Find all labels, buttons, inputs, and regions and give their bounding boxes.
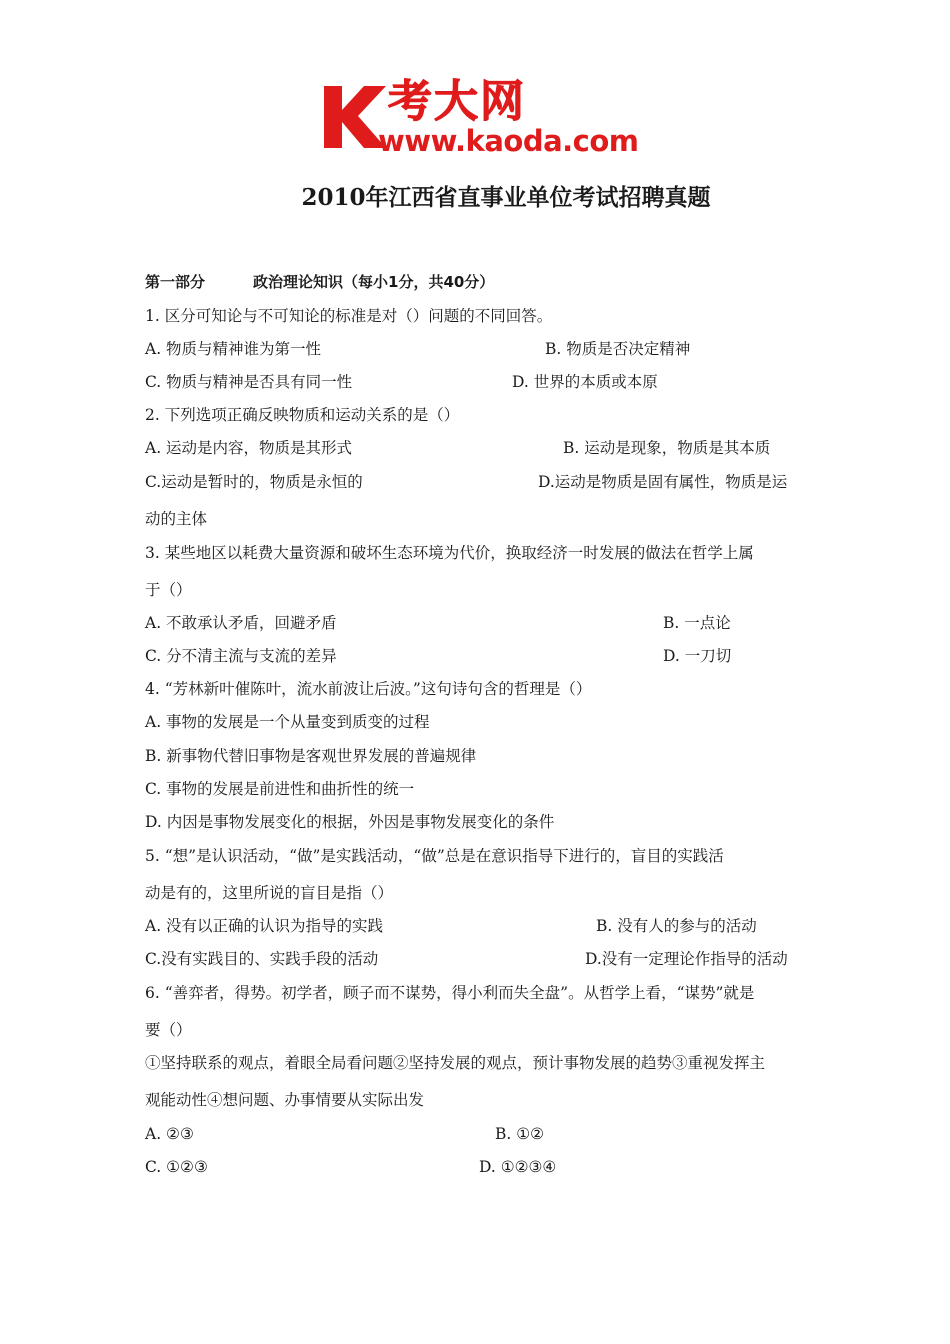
question-5-option-d: D.没有一定理论作指导的活动 xyxy=(585,950,788,968)
question-3-stem: 3. 某些地区以耗费大量资源和破坏生态环境为代价，换取经济一时发展的做法在哲学上属 xyxy=(145,544,754,562)
question-6-option-c: C. ①②③ xyxy=(145,1158,208,1176)
question-1-option-c: C. 物质与精神是否具有同一性 xyxy=(145,373,353,391)
question-6-option-b: B. ①② xyxy=(495,1125,545,1143)
question-5-option-b: B. 没有人的参与的活动 xyxy=(596,917,757,935)
section-part: 第一部分 xyxy=(145,273,206,291)
logo-chinese-text: 考大网 xyxy=(388,76,526,127)
document-title: 2010年江西省直事业单位考试招聘真题 xyxy=(301,184,711,211)
question-4-option-c: C. 事物的发展是前进性和曲折性的统一 xyxy=(145,780,415,798)
question-2-option-c: C.运动是暂时的，物质是永恒的 xyxy=(145,473,363,491)
question-5-option-a: A. 没有以正确的认识为指导的实践 xyxy=(145,917,384,935)
logo-url-text: www.kaoda.com xyxy=(378,124,639,158)
question-5-stem-cont: 动是有的，这里所说的盲目是指（） xyxy=(145,884,394,902)
question-2-stem: 2. 下列选项正确反映物质和运动关系的是（） xyxy=(145,406,460,424)
question-3-option-b: B. 一点论 xyxy=(663,614,731,632)
question-2-option-a: A. 运动是内容，物质是其形式 xyxy=(145,439,353,457)
question-4-option-a: A. 事物的发展是一个从量变到质变的过程 xyxy=(145,713,430,731)
question-3-option-a: A. 不敢承认矛盾，回避矛盾 xyxy=(145,614,337,632)
question-4-option-d: D. 内因是事物发展变化的根据，外因是事物发展变化的条件 xyxy=(145,813,555,831)
question-1-option-d: D. 世界的本质或本原 xyxy=(512,373,658,391)
question-6-statements-cont: 观能动性④想问题、办事情要从实际出发 xyxy=(145,1091,425,1109)
question-2-option-d: D.运动是物质是固有属性，物质是运 xyxy=(538,473,788,491)
question-5-stem: 5. “想”是认识活动，“做”是实践活动，“做”总是在意识指导下进行的，盲目的实践活 xyxy=(145,847,724,865)
question-6-option-d: D. ①②③④ xyxy=(479,1158,557,1176)
question-4-stem: 4. “芳林新叶催陈叶，流水前波让后波。”这句诗句含的哲理是（） xyxy=(145,680,592,698)
question-3-option-c: C. 分不清主流与支流的差异 xyxy=(145,647,337,665)
question-3-option-d: D. 一刀切 xyxy=(663,647,732,665)
question-4-option-b: B. 新事物代替旧事物是客观世界发展的普遍规律 xyxy=(145,747,477,765)
question-1-option-a: A. 物质与精神谁为第一性 xyxy=(145,340,322,358)
question-1-option-b: B. 物质是否决定精神 xyxy=(545,340,691,358)
section-name: 政治理论知识（每小1分，共40分） xyxy=(253,273,495,291)
question-5-option-c: C.没有实践目的、实践手段的活动 xyxy=(145,950,379,968)
question-6-stem: 6. “善弈者，得势。初学者，顾子而不谋势，得小利而失全盘”。从哲学上看，“谋势”就是 xyxy=(145,984,755,1002)
question-2-option-d-cont: 动的主体 xyxy=(145,510,208,528)
question-6-option-a: A. ②③ xyxy=(145,1125,194,1143)
question-2-option-b: B. 运动是现象，物质是其本质 xyxy=(563,439,771,457)
question-6-statements: ①坚持联系的观点，着眼全局看问题②坚持发展的观点，预计事物发展的趋势③重视发挥主 xyxy=(145,1054,766,1072)
question-6-stem-cont: 要（） xyxy=(145,1021,192,1039)
question-1-stem: 1. 区分可知论与不可知论的标准是对（）问题的不同回答。 xyxy=(145,307,553,325)
kaoda-logo xyxy=(318,76,639,158)
question-3-stem-cont: 于（） xyxy=(145,581,192,599)
